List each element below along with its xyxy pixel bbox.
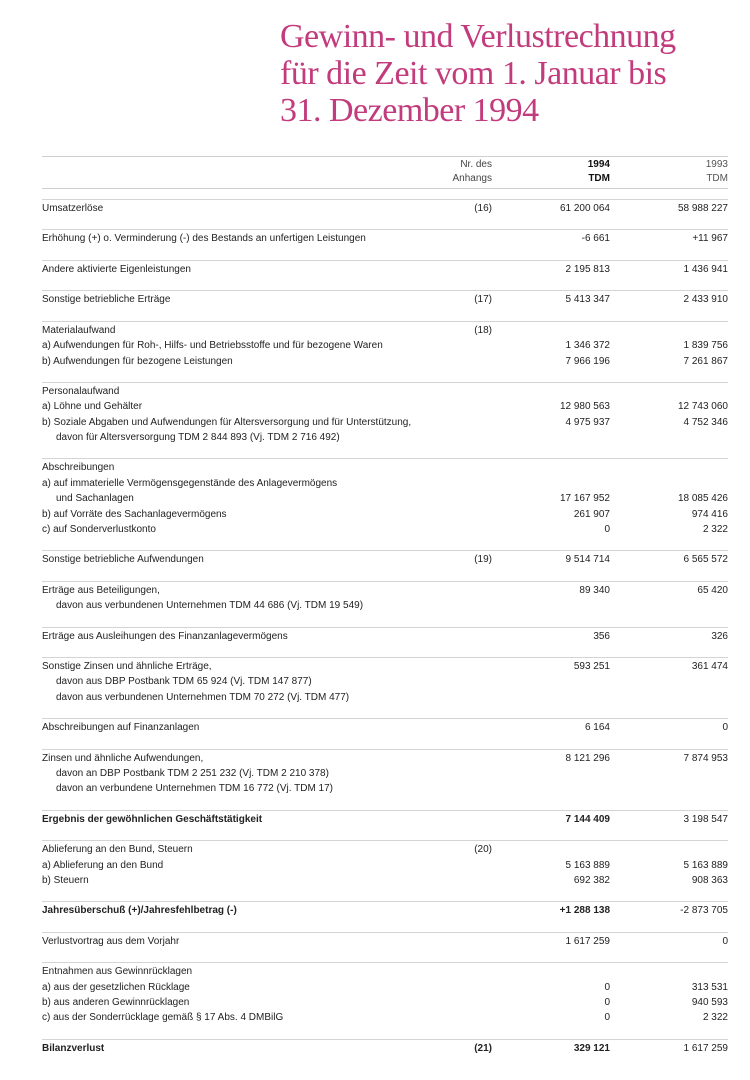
statement-row	[42, 674, 728, 689]
statement-row	[42, 522, 728, 537]
row-label: Umsatzerlöse	[42, 203, 104, 214]
statement-row	[42, 583, 728, 598]
statement-row	[42, 873, 728, 888]
section-divider	[42, 1039, 728, 1040]
row-value-1993: 65 420	[697, 584, 728, 596]
row-value-1994: 5 413 347	[565, 294, 610, 306]
row-label: a) Löhne und Gehälter	[42, 401, 143, 413]
row-value-1993: 974 416	[691, 508, 728, 520]
row-value-1994: +1 288 138	[559, 905, 610, 917]
statement-row	[42, 384, 728, 399]
section-divider	[42, 901, 728, 902]
section-divider	[42, 199, 728, 200]
statement-row	[42, 812, 728, 827]
row-value-1993: 4 752 346	[683, 416, 728, 428]
row-label: Abschreibungen	[42, 462, 115, 474]
statement-row	[42, 659, 728, 674]
section-divider	[42, 458, 728, 459]
row-value-1994: 1 346 372	[565, 340, 610, 352]
statement-row	[42, 399, 728, 414]
statement-row	[42, 598, 728, 613]
row-value-1994: 1 617 259	[565, 935, 610, 947]
row-value-1994: 89 340	[579, 584, 610, 596]
statement-row	[42, 354, 728, 369]
section-divider	[42, 550, 728, 551]
row-label: Ablieferung an den Bund, Steuern	[42, 844, 193, 856]
row-value-1993: 2 322	[702, 523, 728, 535]
row-value-1994: 9 514 714	[565, 554, 610, 566]
row-label: Erträge aus Ausleihungen des Finanzanlagevermögens	[42, 630, 288, 642]
statement-row	[42, 552, 728, 567]
statement-row	[42, 858, 728, 873]
row-label: davon aus verbundenen Unternehmen TDM 70 272 (Vj. TDM 477)	[56, 691, 350, 703]
row-label: a) aus der gesetzlichen Rücklage	[42, 981, 190, 993]
row-value-1994: 2 195 813	[565, 263, 610, 275]
row-label: Erhöhung (+) o. Verminderung (-) des Bestands an unfertigen Leistungen	[42, 233, 366, 245]
row-value-1994: 692 382	[573, 874, 610, 886]
statement-row	[42, 292, 728, 307]
row-value-1993: 3 198 547	[683, 813, 728, 825]
row-label: Personalaufwand	[42, 385, 120, 397]
statement-row	[42, 338, 728, 353]
row-value-1993: 313 531	[691, 981, 728, 993]
statement-row	[42, 415, 728, 430]
row-label: Sonstige betriebliche Aufwendungen	[42, 554, 204, 566]
row-label: und Sachanlagen	[56, 493, 134, 505]
statement-row	[42, 934, 728, 949]
section-divider	[42, 290, 728, 291]
section-divider	[42, 382, 728, 383]
row-label: b) aus anderen Gewinnrücklagen	[42, 996, 190, 1008]
row-label: b) Steuern	[42, 874, 89, 886]
section-divider	[42, 229, 728, 230]
statement-row	[42, 980, 728, 995]
row-label: davon aus verbundenen Unternehmen TDM 44 686 (Vj. TDM 19 549)	[56, 600, 364, 612]
section-divider	[42, 657, 728, 658]
row-value-1993: 361 474	[691, 661, 728, 672]
statement-row	[42, 262, 728, 277]
title-line-1: Gewinn- und Verlustrechnung	[280, 18, 676, 55]
row-value-1993: 1 839 756	[683, 340, 728, 352]
statement-row	[42, 629, 728, 644]
statement-row	[42, 460, 728, 475]
statement-row	[42, 690, 728, 705]
row-label: a) Ablieferung an den Bund	[42, 859, 164, 871]
statement-row	[42, 781, 728, 796]
section-divider	[42, 627, 728, 628]
statement-row	[42, 201, 728, 216]
row-label: davon an DBP Postbank TDM 2 251 232 (Vj. TDM 2 210 378)	[56, 767, 329, 779]
column-header	[42, 156, 728, 189]
row-value-1993: 940 593	[691, 996, 728, 1008]
row-value-1993: +11 967	[692, 233, 728, 245]
row-value-1993: 7 874 953	[683, 752, 728, 764]
statement-title	[280, 18, 676, 129]
row-value-1993: 1 436 941	[683, 263, 728, 275]
row-value-1994: 8 121 296	[565, 752, 610, 764]
row-value-1993: 18 085 426	[677, 493, 728, 505]
row-value-1993: 1 617 259	[683, 1042, 728, 1054]
row-value-1994: 7 966 196	[565, 355, 610, 367]
section-divider	[42, 840, 728, 841]
row-value-1994: 0	[604, 981, 610, 993]
column-1994-header: 1994 TDM	[587, 159, 610, 184]
statement-row	[42, 751, 728, 766]
statement-row	[42, 720, 728, 735]
row-value-1994: 261 907	[573, 508, 610, 520]
row-label: c) auf Sonderverlustkonto	[42, 523, 156, 535]
row-label: Zinsen und ähnliche Aufwendungen,	[42, 752, 204, 764]
row-label: Entnahmen aus Gewinnrücklagen	[42, 966, 193, 978]
row-label: Sonstige Zinsen und ähnliche Erträge,	[42, 661, 212, 672]
row-label: Bilanzverlust	[42, 1042, 105, 1054]
section-divider	[42, 321, 728, 322]
row-value-1993: -2 873 705	[680, 905, 728, 917]
section-divider	[42, 260, 728, 261]
row-label: b) Aufwendungen für bezogene Leistungen	[42, 355, 233, 367]
row-note-ref: (21)	[474, 1042, 492, 1054]
statement-row	[42, 842, 728, 857]
row-label: davon an verbundene Unternehmen TDM 16 772 (Vj. TDM 17)	[56, 783, 334, 795]
row-value-1994: 4 975 937	[565, 416, 610, 428]
column-1993-header: 1993 TDM	[705, 159, 728, 184]
row-value-1993: 12 743 060	[677, 401, 728, 413]
row-note-ref: (19)	[474, 554, 492, 566]
row-label: a) Aufwendungen für Roh-, Hilfs- und Betriebsstoffe und für bezogene Waren	[42, 340, 383, 352]
row-label: b) Soziale Abgaben und Aufwendungen für Altersversorgung und für Unterstützung,	[42, 416, 412, 428]
statement-row	[42, 766, 728, 781]
row-value-1993: 0	[722, 722, 728, 734]
section-divider	[42, 718, 728, 719]
row-label: Jahresüberschuß (+)/Jahresfehlbetrag (-)	[42, 905, 237, 917]
statement-row	[42, 491, 728, 506]
row-value-1993: 5 163 889	[683, 859, 728, 871]
row-label: Ergebnis der gewöhnlichen Geschäftstätigkeit	[42, 813, 263, 825]
row-note-ref: (18)	[474, 324, 492, 336]
statement-row	[42, 1010, 728, 1025]
title-line-2: für die Zeit vom 1. Januar bis	[280, 55, 667, 92]
row-value-1994: -6 661	[581, 233, 610, 245]
row-label: davon für Altersversorgung TDM 2 844 893 (Vj. TDM 2 716 492)	[56, 432, 340, 443]
row-value-1994: 6 164	[584, 722, 610, 734]
row-label: Andere aktivierte Eigenleistungen	[42, 263, 191, 275]
row-value-1993: 2 433 910	[683, 294, 728, 306]
row-value-1994: 5 163 889	[565, 859, 610, 871]
statement-row	[42, 430, 728, 445]
row-value-1993: 0	[722, 935, 728, 947]
row-label: Erträge aus Beteiligungen,	[42, 584, 160, 596]
row-value-1994: 7 144 409	[565, 813, 610, 825]
section-divider	[42, 810, 728, 811]
row-value-1994: 0	[604, 523, 610, 535]
row-label: davon aus DBP Postbank TDM 65 924 (Vj. TDM 147 877)	[56, 676, 312, 688]
row-label: Materialaufwand	[42, 324, 116, 336]
row-value-1994: 0	[604, 996, 610, 1008]
row-value-1994: 61 200 064	[559, 203, 610, 214]
statement-row	[42, 507, 728, 522]
statement-row	[42, 323, 728, 338]
statement-row	[42, 964, 728, 979]
row-value-1993: 326	[711, 630, 728, 642]
note-column-header: Nr. des Anhangs	[452, 159, 492, 184]
row-label: Verlustvortrag aus dem Vorjahr	[42, 935, 180, 947]
row-label: a) auf immaterielle Vermögensgegenstände des Anlagevermögens	[42, 477, 338, 489]
row-label: Sonstige betriebliche Erträge	[42, 294, 171, 306]
row-value-1993: 58 988 227	[677, 203, 728, 214]
row-value-1994: 329 121	[573, 1042, 610, 1054]
section-divider	[42, 932, 728, 933]
row-value-1994: 356	[593, 630, 610, 642]
row-label: c) aus der Sonderrücklage gemäß § 17 Abs. 4 DMBilG	[42, 1012, 284, 1024]
row-note-ref: (16)	[474, 203, 492, 214]
section-divider	[42, 749, 728, 750]
row-value-1994: 17 167 952	[559, 493, 610, 505]
statement-row	[42, 1041, 728, 1056]
section-divider	[42, 581, 728, 582]
row-note-ref: (17)	[474, 294, 492, 306]
statement-row	[42, 903, 728, 918]
row-note-ref: (20)	[474, 844, 492, 856]
statement-row	[42, 476, 728, 491]
statement-row	[42, 995, 728, 1010]
row-value-1993: 2 322	[702, 1012, 728, 1024]
section-divider	[42, 962, 728, 963]
row-label: Abschreibungen auf Finanzanlagen	[42, 722, 200, 734]
row-value-1994: 0	[604, 1012, 610, 1024]
row-value-1993: 6 565 572	[683, 554, 728, 566]
row-value-1994: 593 251	[573, 661, 610, 672]
row-value-1993: 908 363	[691, 874, 728, 886]
row-label: b) auf Vorräte des Sachanlagevermögens	[42, 508, 227, 520]
title-line-3: 31. Dezember 1994	[280, 92, 539, 129]
row-value-1993: 7 261 867	[683, 355, 728, 367]
statement-row	[42, 231, 728, 246]
row-value-1994: 12 980 563	[559, 401, 610, 413]
